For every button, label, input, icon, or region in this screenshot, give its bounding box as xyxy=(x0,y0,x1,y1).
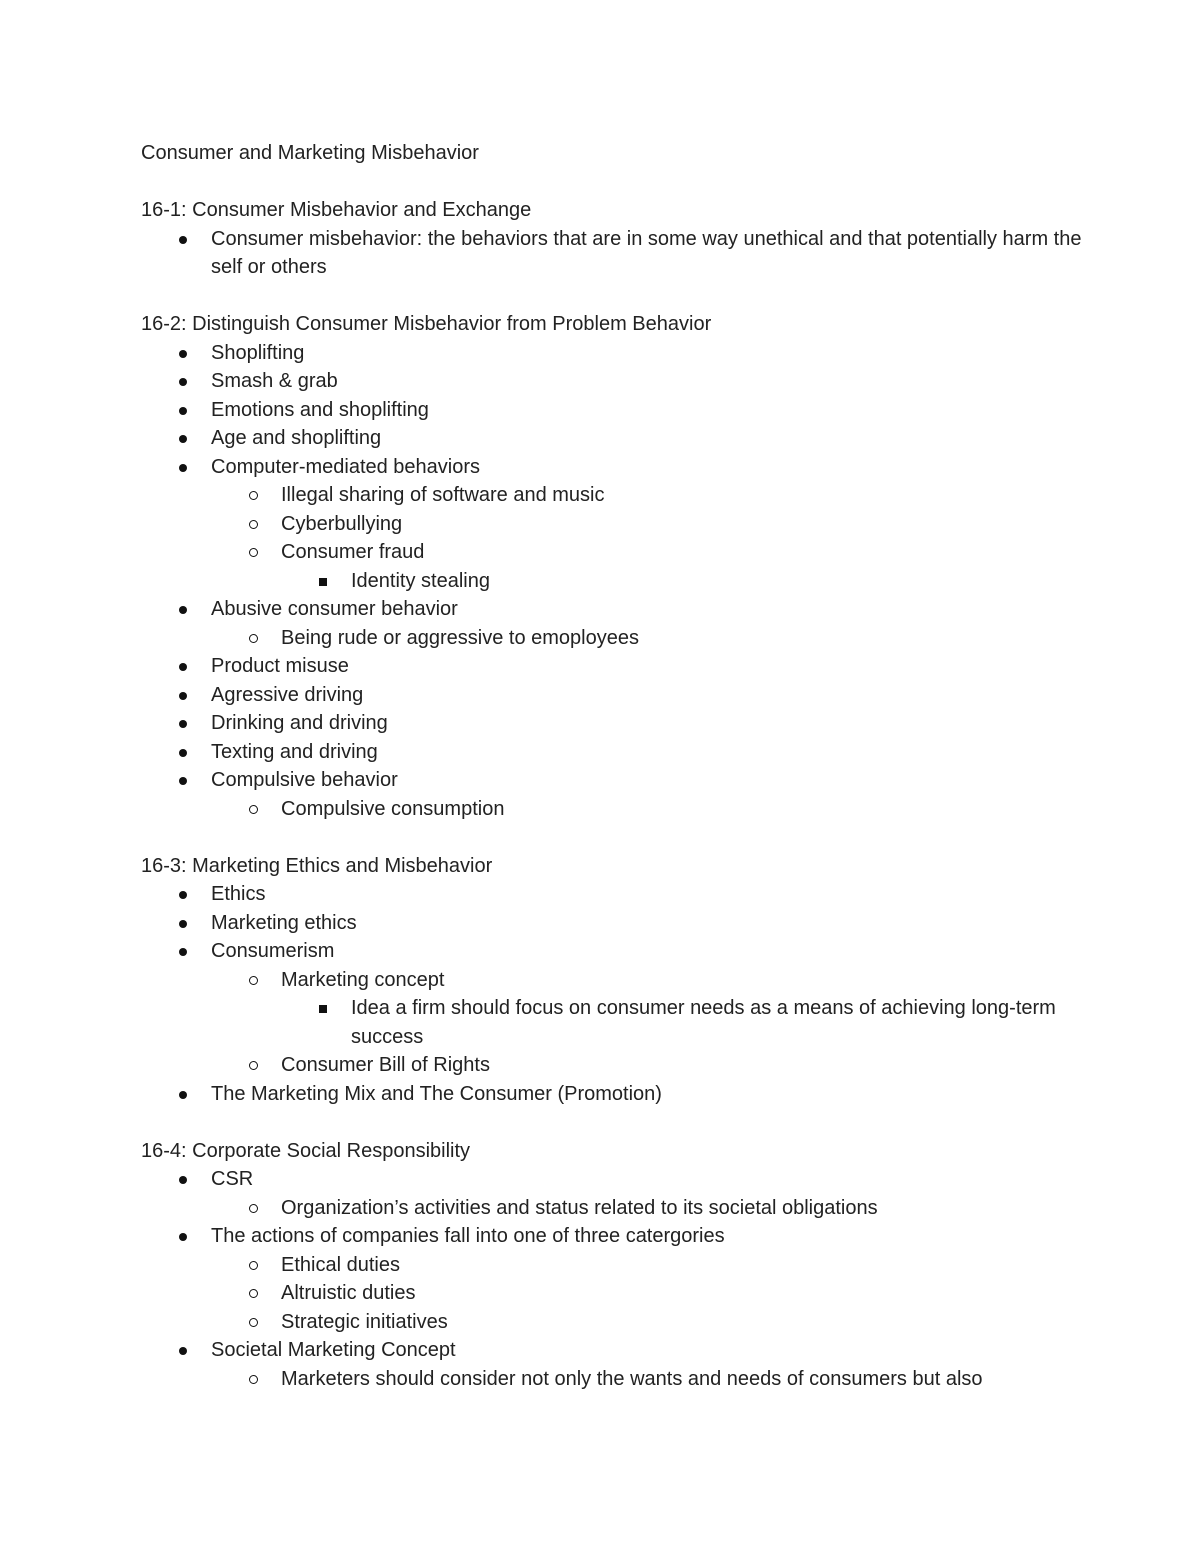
section-heading: 16-4: Corporate Social Responsibility xyxy=(141,1139,471,1162)
list-item xyxy=(211,481,1101,510)
list-item xyxy=(141,1080,1101,1109)
circle-bullet-icon xyxy=(211,538,281,567)
disc-bullet-icon xyxy=(141,709,211,738)
circle-bullet-icon xyxy=(211,966,281,995)
list-item xyxy=(211,795,1101,824)
list-item xyxy=(141,709,1101,738)
list-item xyxy=(141,766,1101,823)
list-item xyxy=(211,1365,1101,1394)
list-item-text: Idea a firm should focus on consumer needs as a means of achieving long-term success xyxy=(351,997,1056,1048)
disc-bullet-icon xyxy=(141,652,211,681)
list-item-text: Consumer misbehavior: the behaviors that are in some way unethical and that potentially harm the self or others xyxy=(211,227,1082,278)
list-item xyxy=(211,1251,1101,1280)
list-item xyxy=(141,424,1101,453)
list-item xyxy=(211,538,1101,595)
list-item-text: Product misuse xyxy=(211,655,349,677)
list-item xyxy=(141,681,1101,710)
bullet-list-level-2 xyxy=(141,795,1101,824)
list-item xyxy=(141,339,1101,368)
list-item-text: Organization’s activities and status related to its societal obligations xyxy=(281,1196,878,1219)
list-item xyxy=(211,1308,1101,1337)
circle-bullet-icon xyxy=(211,1051,281,1080)
list-item-text: Shoplifting xyxy=(211,341,305,364)
list-item-text: Drinking and driving xyxy=(211,712,388,734)
bullet-list-level-2 xyxy=(141,1365,1101,1394)
section-2 xyxy=(141,310,1101,823)
list-item xyxy=(141,880,1101,909)
list-item-text: Age and shoplifting xyxy=(211,427,382,449)
bullet-list-level-2 xyxy=(141,624,1101,653)
list-item-text: Being rude or aggressive to emoployees xyxy=(281,626,639,649)
list-item-text: Smash & grab xyxy=(211,370,338,392)
section-heading: 16-1: Consumer Misbehavior and Exchange xyxy=(141,199,532,221)
list-item xyxy=(141,909,1101,938)
circle-bullet-icon xyxy=(211,1308,281,1337)
list-item xyxy=(141,595,1101,652)
list-item-text: The actions of companies fall into one of three catergories xyxy=(211,1225,725,1247)
circle-bullet-icon xyxy=(211,624,281,653)
bullet-list-level-1 xyxy=(141,880,1101,1108)
bullet-list-level-2 xyxy=(141,1194,1101,1223)
list-item xyxy=(141,1336,1101,1393)
list-item-text: Marketing concept xyxy=(281,968,445,991)
circle-bullet-icon xyxy=(211,1365,281,1394)
list-item-text: Identity stealing xyxy=(351,569,490,592)
list-item-text: Altruistic duties xyxy=(281,1282,416,1304)
circle-bullet-icon xyxy=(211,1194,281,1223)
list-item-text: Consumer Bill of Rights xyxy=(281,1054,490,1076)
disc-bullet-icon xyxy=(141,339,211,368)
list-item-text: Compulsive consumption xyxy=(281,797,505,820)
circle-bullet-icon xyxy=(211,795,281,824)
disc-bullet-icon xyxy=(141,880,211,909)
bullet-list-level-2 xyxy=(141,481,1101,595)
list-item xyxy=(141,1222,1101,1336)
square-bullet-icon xyxy=(281,567,351,596)
list-item-text: Emotions and shoplifting xyxy=(211,398,429,421)
disc-bullet-icon xyxy=(141,424,211,453)
section-heading: 16-2: Distinguish Consumer Misbehavior from Problem Behavior xyxy=(141,313,712,335)
bullet-list-level-1 xyxy=(141,225,1101,282)
list-item xyxy=(281,994,1101,1051)
section-4 xyxy=(141,1137,1101,1394)
list-item-text: Computer-mediated behaviors xyxy=(211,455,481,478)
list-item-text: Consumerism xyxy=(211,940,335,962)
list-item-text: Abusive consumer behavior xyxy=(211,598,458,620)
list-item xyxy=(211,1279,1101,1308)
list-item xyxy=(141,396,1101,425)
square-bullet-icon xyxy=(281,994,351,1023)
list-item xyxy=(211,1194,1101,1223)
disc-bullet-icon xyxy=(141,1222,211,1251)
list-item xyxy=(141,453,1101,596)
list-item-text: The Marketing Mix and The Consumer (Promotion) xyxy=(211,1082,662,1105)
list-item-text: Illegal sharing of software and music xyxy=(281,484,605,506)
sections-container xyxy=(141,196,1101,1393)
circle-bullet-icon xyxy=(211,1251,281,1280)
list-item xyxy=(211,624,1101,653)
disc-bullet-icon xyxy=(141,225,211,254)
list-item xyxy=(141,367,1101,396)
list-item xyxy=(211,1051,1101,1080)
list-item xyxy=(141,225,1101,282)
list-item-text: Ethics xyxy=(211,883,266,905)
list-item xyxy=(141,652,1101,681)
list-item-text: CSR xyxy=(211,1168,254,1190)
bullet-list-level-3 xyxy=(211,994,1101,1051)
list-item-text: Marketers should consider not only the wants and needs of consumers but also xyxy=(281,1367,983,1390)
bullet-list-level-2 xyxy=(141,966,1101,1080)
list-item-text: Texting and driving xyxy=(211,740,378,763)
disc-bullet-icon xyxy=(141,453,211,482)
bullet-list-level-1 xyxy=(141,1165,1101,1393)
disc-bullet-icon xyxy=(141,1336,211,1365)
list-item xyxy=(211,510,1101,539)
list-item-text: Strategic initiatives xyxy=(281,1310,448,1333)
disc-bullet-icon xyxy=(141,396,211,425)
disc-bullet-icon xyxy=(141,937,211,966)
disc-bullet-icon xyxy=(141,738,211,767)
list-item-text: Consumer fraud xyxy=(281,541,425,563)
section-1 xyxy=(141,196,1101,282)
disc-bullet-icon xyxy=(141,681,211,710)
list-item xyxy=(141,937,1101,1080)
section-heading: 16-3: Marketing Ethics and Misbehavior xyxy=(141,854,493,877)
list-item xyxy=(141,1165,1101,1222)
bullet-list-level-3 xyxy=(211,567,1101,596)
disc-bullet-icon xyxy=(141,1165,211,1194)
disc-bullet-icon xyxy=(141,766,211,795)
section-3 xyxy=(141,852,1101,1109)
document-page xyxy=(141,139,1101,1393)
circle-bullet-icon xyxy=(211,1279,281,1308)
list-item-text: Societal Marketing Concept xyxy=(211,1339,456,1361)
document-title: Consumer and Marketing Misbehavior xyxy=(141,142,479,164)
disc-bullet-icon xyxy=(141,367,211,396)
disc-bullet-icon xyxy=(141,909,211,938)
circle-bullet-icon xyxy=(211,481,281,510)
list-item-text: Agressive driving xyxy=(211,683,364,706)
bullet-list-level-1 xyxy=(141,339,1101,824)
list-item xyxy=(281,567,1101,596)
list-item-text: Compulsive behavior xyxy=(211,769,398,791)
list-item xyxy=(141,738,1101,767)
disc-bullet-icon xyxy=(141,595,211,624)
circle-bullet-icon xyxy=(211,510,281,539)
list-item-text: Marketing ethics xyxy=(211,911,357,934)
bullet-list-level-2 xyxy=(141,1251,1101,1337)
list-item xyxy=(211,966,1101,1052)
list-item-text: Ethical duties xyxy=(281,1253,400,1276)
disc-bullet-icon xyxy=(141,1080,211,1109)
list-item-text: Cyberbullying xyxy=(281,512,403,535)
